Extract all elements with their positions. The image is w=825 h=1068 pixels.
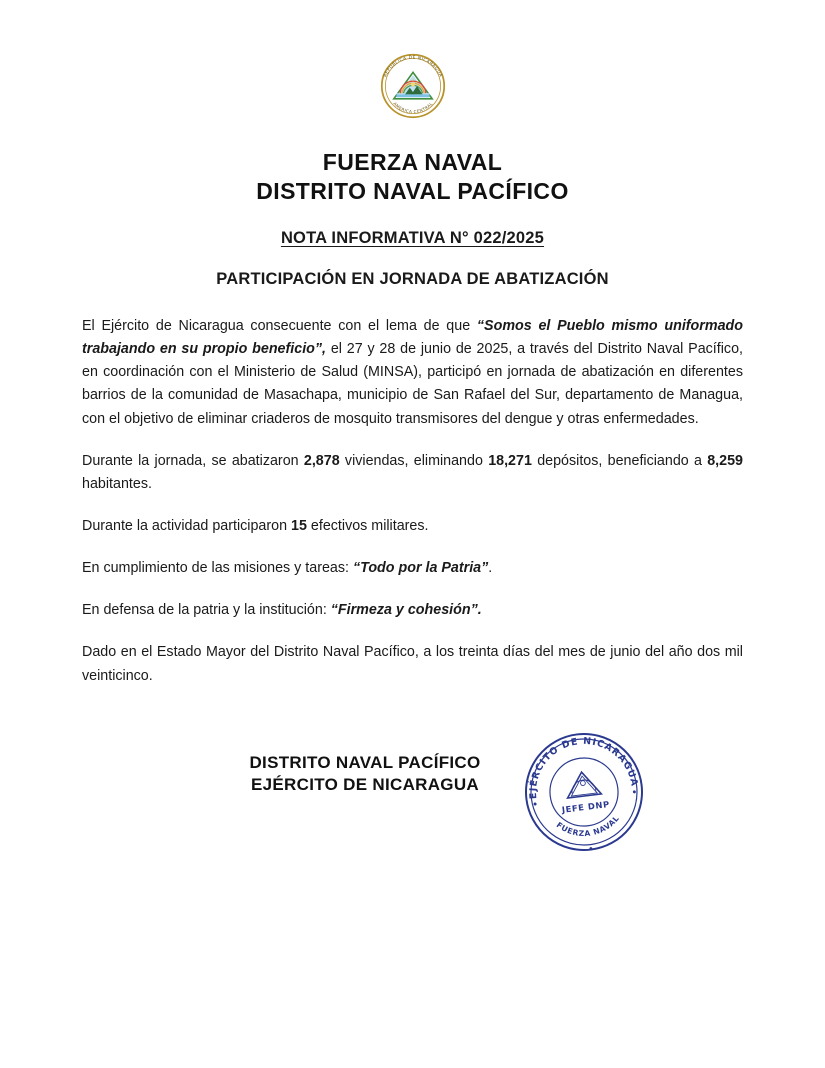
p2-part-c: depósitos, beneficiando a bbox=[531, 452, 708, 469]
p1-motto: “Somos el Pueblo mismo uniformado trabajando en su propio beneficio”, bbox=[82, 317, 743, 358]
svg-text:REPUBLICA DE NICARAGUA: REPUBLICA DE NICARAGUA bbox=[382, 55, 443, 79]
p2-part-a: Durante la jornada, se abatizaron bbox=[82, 452, 304, 469]
page-title bbox=[82, 148, 743, 207]
stat-efectivos: 15 bbox=[291, 517, 307, 534]
document-subject: PARTICIPACIÓN EN JORNADA DE ABATIZACIÓN bbox=[216, 269, 609, 288]
paragraph-4 bbox=[82, 557, 743, 580]
p2-part-d: habitantes. bbox=[82, 475, 152, 492]
signature-block bbox=[200, 752, 530, 797]
p5-slogan: “Firmeza y cohesión”. bbox=[330, 602, 482, 619]
paragraph-6: Dado en el Estado Mayor del Distrito Naval Pacífico, a los treinta días del mes de junio del año dos mil veinticinco. bbox=[82, 644, 743, 684]
svg-text:FUERZA NAVAL: FUERZA NAVAL bbox=[554, 813, 622, 838]
paragraph-1 bbox=[82, 315, 743, 431]
title-line-1: FUERZA NAVAL bbox=[322, 149, 503, 175]
stat-habitantes: 8,259 bbox=[707, 452, 743, 469]
p5-part-a: En defensa de la patria y la institución: bbox=[82, 602, 331, 619]
svg-text:AMERICA CENTRAL: AMERICA CENTRAL bbox=[391, 101, 434, 115]
signature-area bbox=[82, 730, 743, 850]
official-seal-icon bbox=[515, 723, 653, 861]
p3-part-a: Durante la actividad participaron bbox=[82, 517, 292, 534]
p4-part-b: . bbox=[488, 560, 493, 577]
paragraph-3 bbox=[82, 515, 743, 538]
svg-text:JEFE DNP: JEFE DNP bbox=[561, 798, 611, 815]
signature-line-1: DISTRITO NAVAL PACÍFICO bbox=[249, 752, 481, 772]
title-line-2: DISTRITO NAVAL PACÍFICO bbox=[256, 178, 569, 205]
document-body bbox=[82, 315, 743, 688]
p1-part-b: el 27 y 28 de junio de 2025, a través del Distrito Naval Pacífico, en coordinación con el Ministerio de Salud (MINSA), participó en jornada de abatización en diferentes barrios de la comunidad de Masachapa, municipio de San Rafael del Sur, departamento de Managua, con el objetivo de eliminar criaderos de mosquito transmisores del dengue y otras enfermedades. bbox=[82, 341, 743, 427]
p4-slogan: “Todo por la Patria” bbox=[352, 560, 489, 577]
p3-part-b: efectivos militares. bbox=[306, 517, 429, 534]
document-number: NOTA INFORMATIVA N° 022/2025 bbox=[280, 228, 545, 247]
stat-depositos: 18,271 bbox=[488, 452, 532, 469]
stat-viviendas: 2,878 bbox=[303, 452, 340, 469]
emblem-container bbox=[82, 0, 743, 126]
p1-part-a: El Ejército de Nicaragua consecuente con el lema de que bbox=[82, 317, 477, 334]
signature-line-2: EJÉRCITO DE NICARAGUA bbox=[251, 775, 479, 795]
paragraph-5 bbox=[82, 599, 743, 622]
nicaragua-coat-of-arms-icon bbox=[373, 46, 453, 126]
svg-text:EJÉRCITO DE NICARAGUA: EJÉRCITO DE NICARAGUA bbox=[527, 735, 640, 800]
p2-part-b: viviendas, eliminando bbox=[339, 452, 489, 469]
paragraph-2 bbox=[82, 450, 743, 496]
p4-part-a: En cumplimiento de las misiones y tareas: bbox=[82, 560, 353, 577]
